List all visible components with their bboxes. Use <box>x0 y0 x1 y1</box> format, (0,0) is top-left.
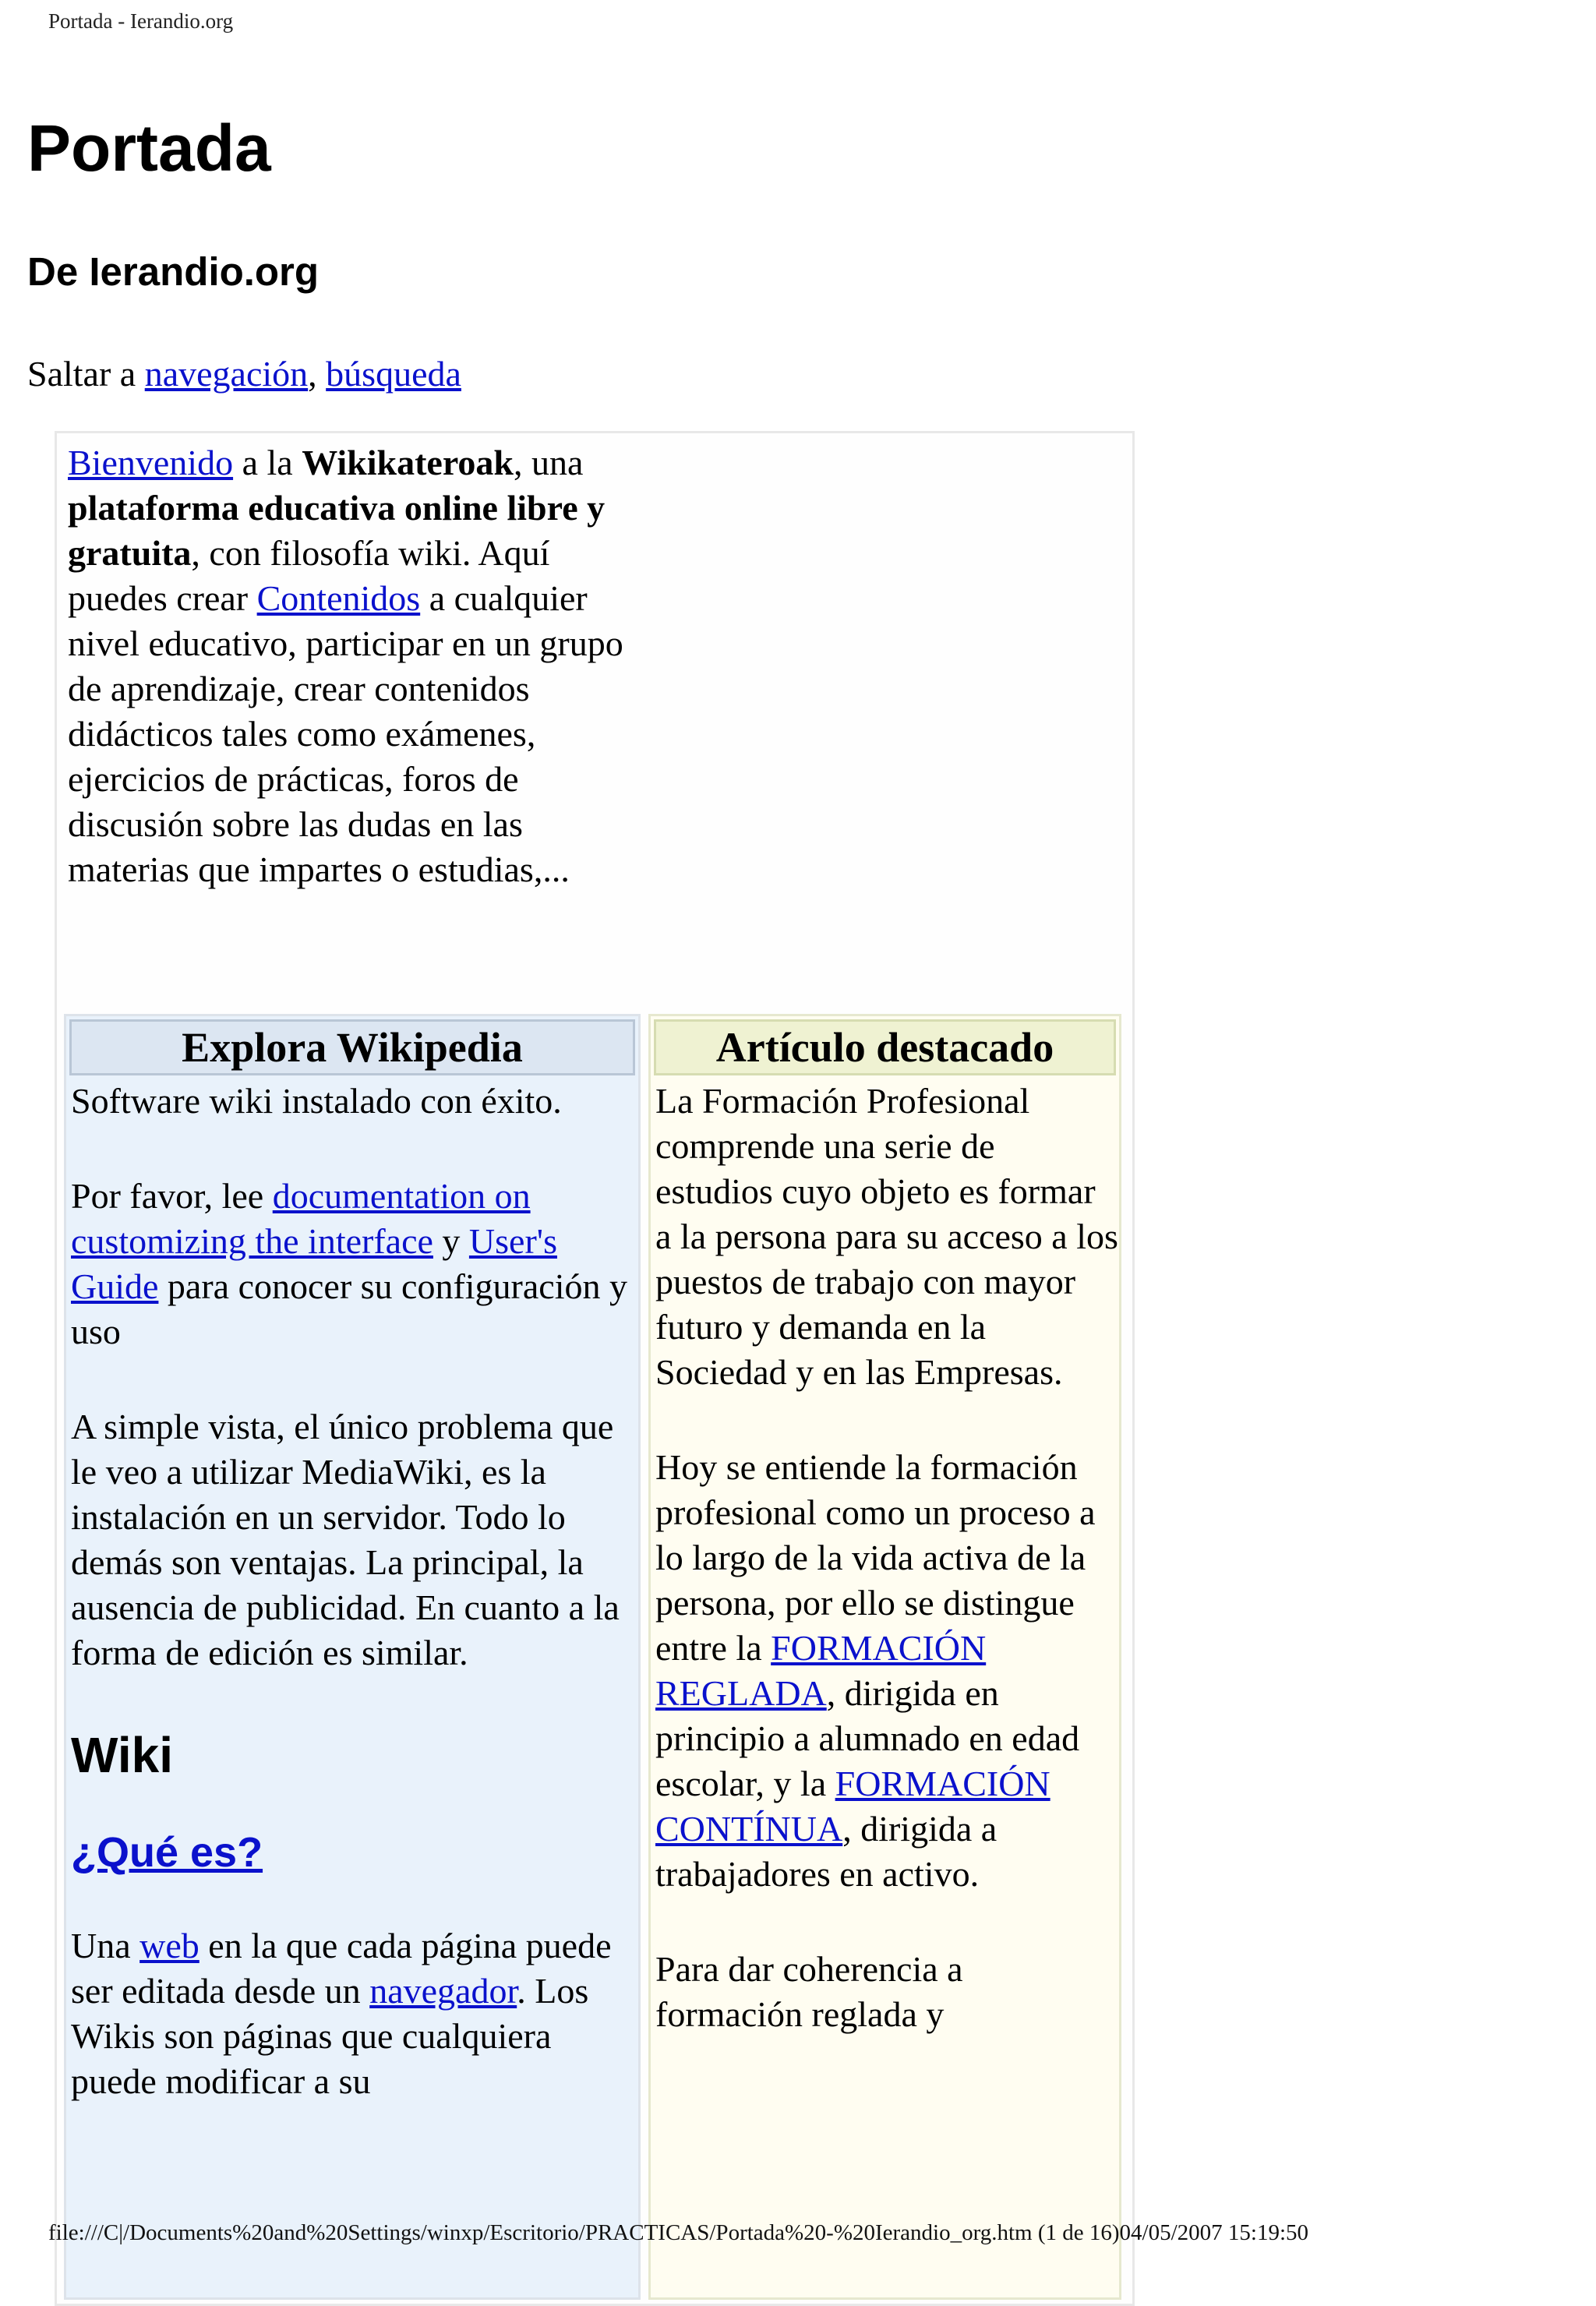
intro-text-1: a la <box>233 443 302 482</box>
intro-text-3: , con filosofía wiki. Aquí puedes crear <box>68 533 550 618</box>
featured-p2-text-1: Hoy se entiende la formación profesional como un proceso a lo largo de la vida activa de la persona, por ello se distingue entre la <box>655 1447 1096 1668</box>
intro-paragraph <box>68 440 644 892</box>
search-link[interactable]: búsqueda <box>326 354 461 394</box>
explore-body <box>66 1079 638 2104</box>
page-title: Portada <box>27 111 271 185</box>
featured-p3: Para dar coherencia a formación reglada y <box>655 1949 963 2034</box>
explore-p2-text-3: para conocer su configuración y uso <box>71 1266 627 1351</box>
browser-link[interactable]: navegador <box>369 1971 517 2011</box>
intro-text-2: , una <box>514 443 584 482</box>
featured-p1: La Formación Profesional comprende una serie de estudios cuyo objeto es formar a la persona para su acceso a los puestos de trabajo con mayor futuro y demanda en la Sociedad y en las Empresas. <box>655 1081 1118 1392</box>
featured-p2 <box>655 1445 1119 1897</box>
featured-p2-text-2: , dirigida en principio a alumnado en edad escolar, y la <box>655 1673 1080 1803</box>
welcome-link[interactable]: Bienvenido <box>68 443 234 482</box>
explore-p3: A simple vista, el único problema que le veo a utilizar MediaWiki, es la instalación en un servidor. Todo lo demás son ventajas. La principal, la ausencia de publicidad. En cuanto a la forma de edición es similar. <box>71 1407 620 1672</box>
users-guide-link[interactable]: User's Guide <box>71 1221 557 1306</box>
explore-column <box>64 1014 641 2300</box>
document-footer-path: file:///C|/Documents%20and%20Settings/winxp/Escritorio/PRACTICAS/Portada%20-%20Ierandio_org.htm (1 de 16)04/05/2007 15:19:50 <box>48 2220 1309 2245</box>
explore-p2-text-1: Por favor, lee <box>71 1176 273 1216</box>
explore-p4-text-3: . Los Wikis son páginas que cualquiera puede modificar a su <box>71 1971 589 2101</box>
featured-article-heading: Artículo destacado <box>654 1019 1116 1075</box>
documentation-link[interactable]: documentation on customizing the interface <box>71 1176 531 1261</box>
site-subtitle: De Ierandio.org <box>27 249 320 294</box>
intro-text-4: a cualquier nivel educativo, participar en un grupo de aprendizaje, crear contenidos didácticos tales como exámenes, ejercicios de prácticas, foros de discusión sobre las dudas en las materias que impartes o estudias,... <box>68 578 623 889</box>
contents-link[interactable]: Contenidos <box>256 578 421 618</box>
explore-p4 <box>71 1923 638 2104</box>
featured-p2-text-3: , dirigida a trabajadores en activo. <box>655 1809 998 1894</box>
navigation-link[interactable]: navegación <box>144 354 309 394</box>
wiki-heading: Wiki <box>71 1727 173 1783</box>
explore-p4-text-1: Una <box>71 1926 140 1965</box>
formacion-reglada-link[interactable]: FORMACIÓN REGLADA <box>655 1628 987 1713</box>
jump-links <box>27 352 461 395</box>
explore-p2 <box>71 1174 638 1354</box>
jump-separator: , <box>308 354 327 394</box>
jump-prefix: Saltar a <box>27 354 145 394</box>
que-es-heading <box>71 1825 638 1880</box>
explore-p1: Software wiki instalado con éxito. <box>71 1081 562 1121</box>
que-es-link[interactable]: ¿Qué es? <box>71 1829 263 1876</box>
explore-p2-text-2: y <box>433 1221 469 1261</box>
explore-p4-text-2: en la que cada página puede ser editada desde un <box>71 1926 612 2011</box>
intro-bold-wikikateroak: Wikikateroak <box>302 443 514 482</box>
featured-article-body <box>651 1079 1119 2037</box>
intro-bold-platform: plataforma educativa online libre y gratuita <box>68 488 606 573</box>
featured-article-column <box>648 1014 1121 2300</box>
explore-heading: Explora Wikipedia <box>69 1019 635 1075</box>
document-header-title: Portada - Ierandio.org <box>48 9 234 33</box>
web-link[interactable]: web <box>139 1926 200 1965</box>
formacion-continua-link[interactable]: FORMACIÓN CONTÍNUA <box>655 1764 1050 1849</box>
